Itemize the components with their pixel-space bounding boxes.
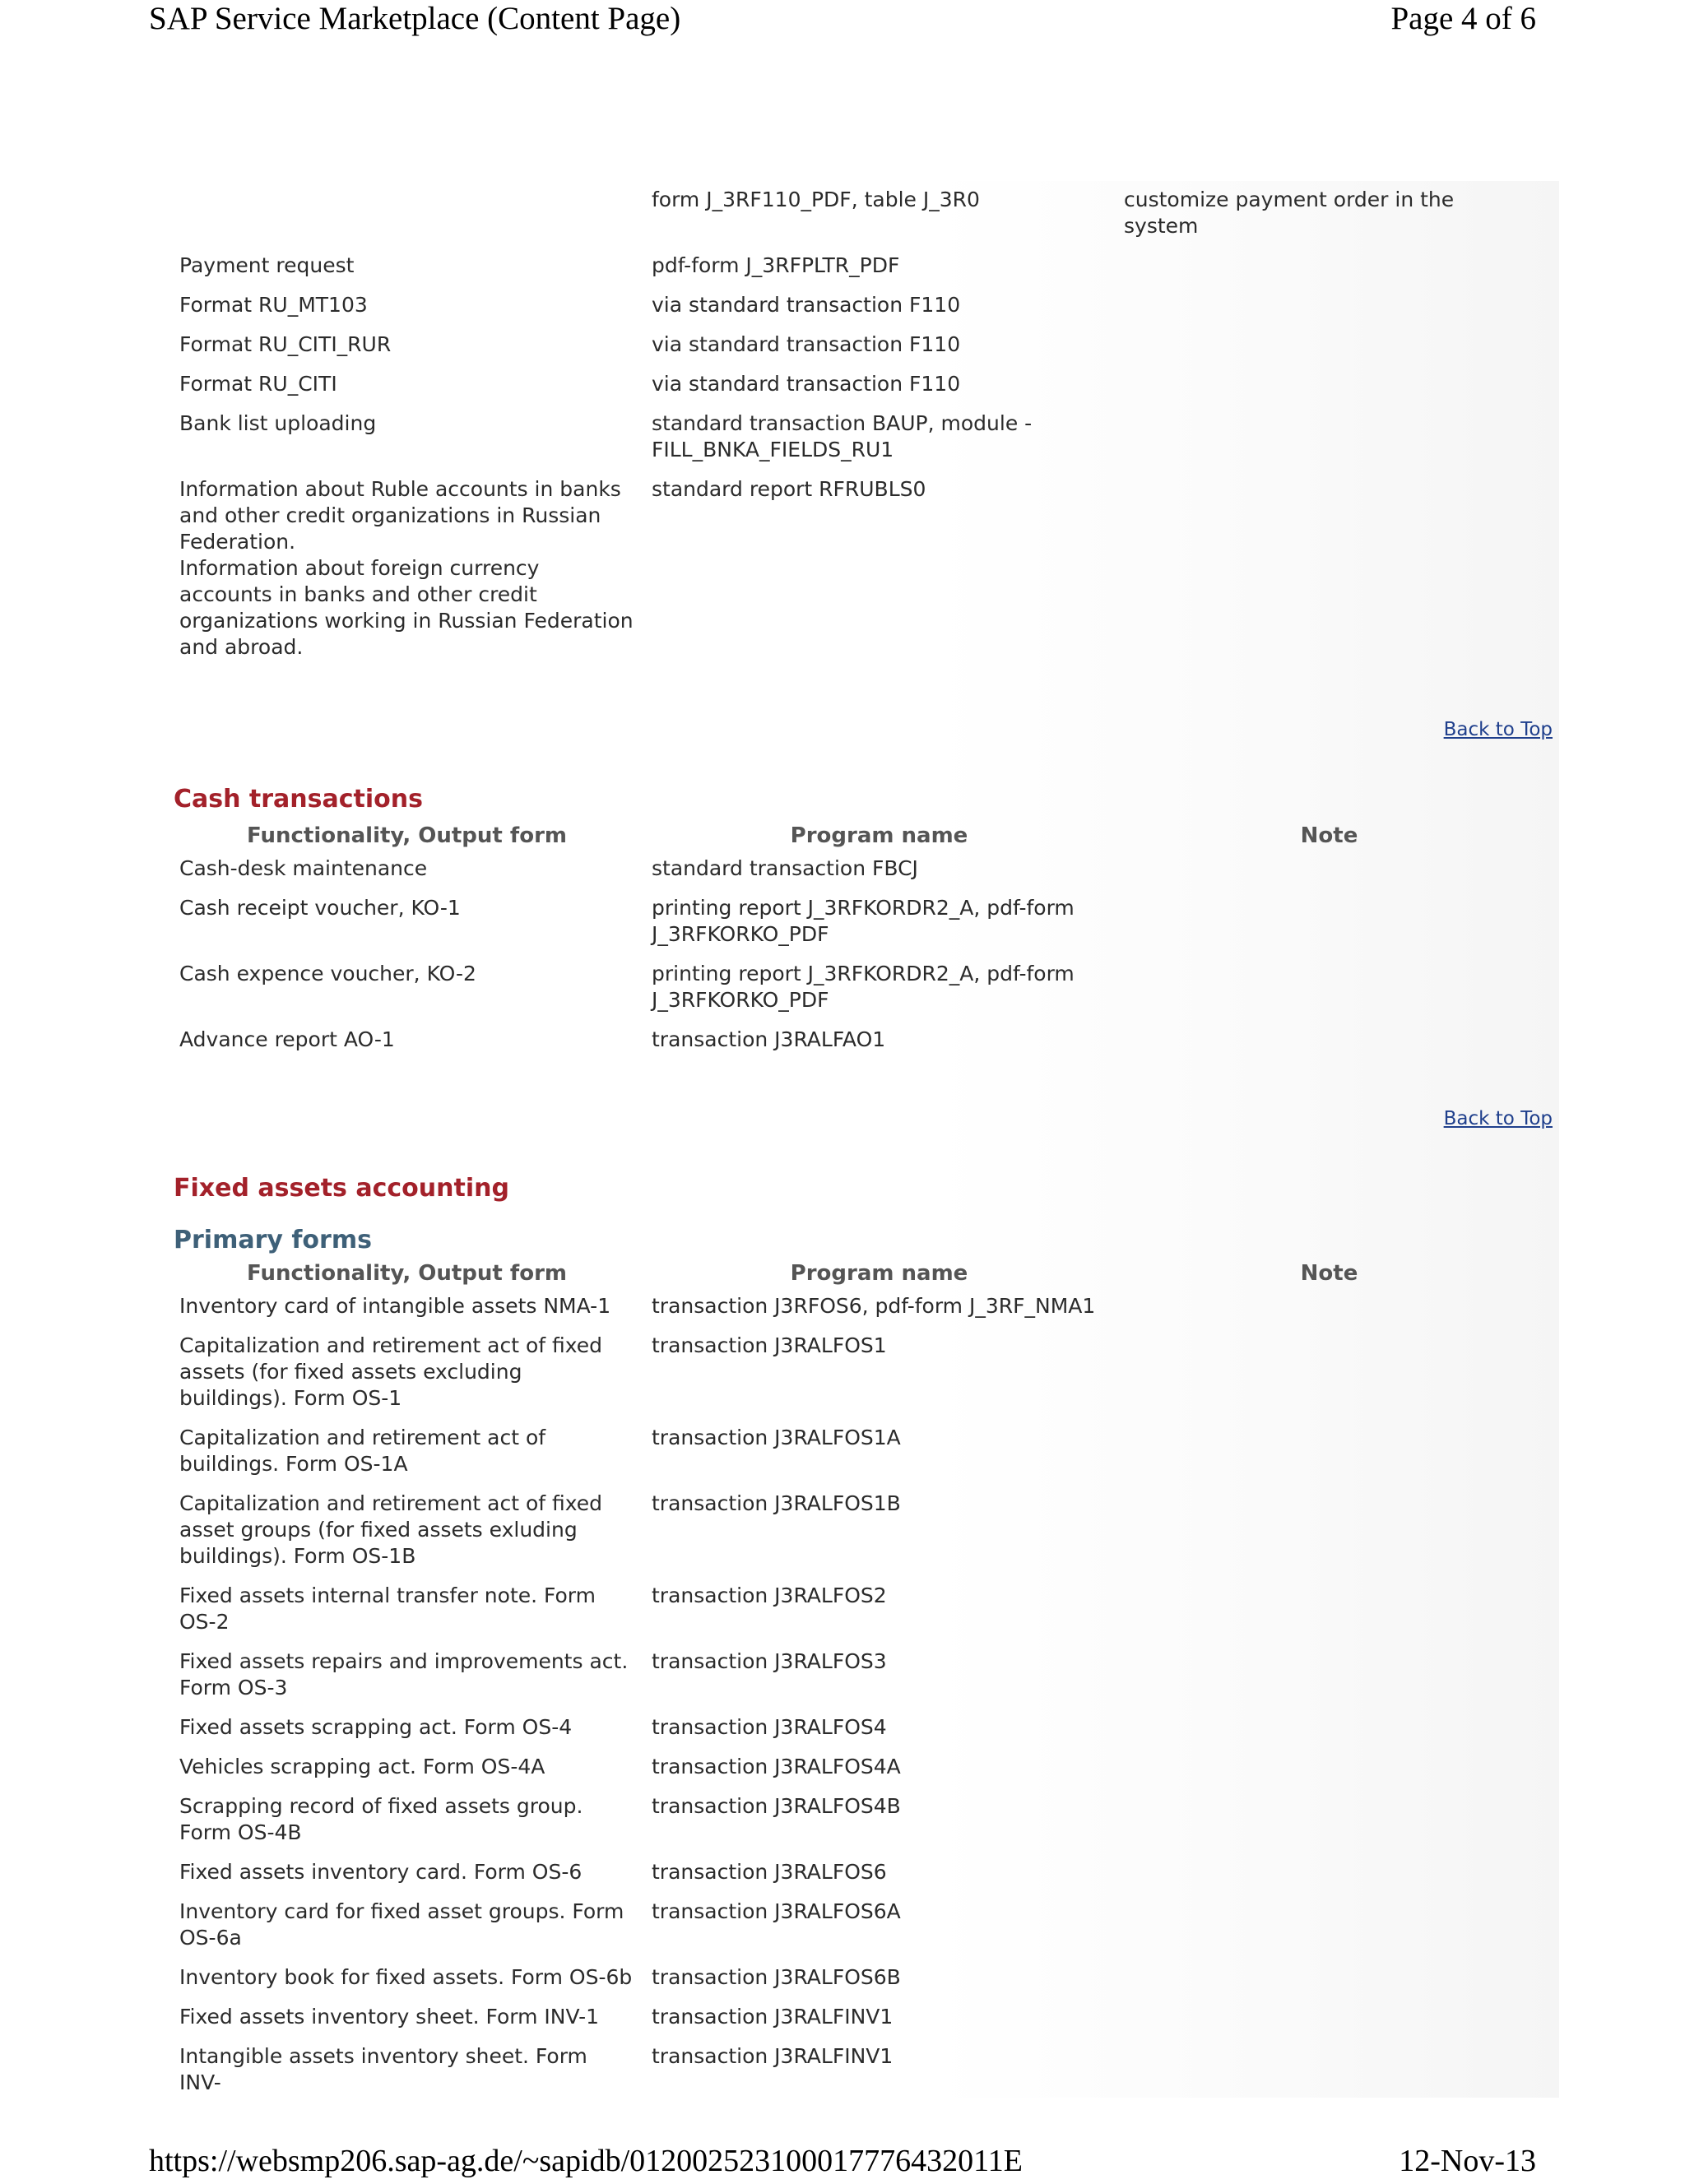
functionality-cell: Format RU_CITI [179, 372, 337, 396]
back-to-top-link[interactable]: Back to Top [1443, 1108, 1553, 1129]
note-cell [1113, 1580, 1541, 1646]
program-name-cell: standard report RFRUBLS0 [652, 477, 926, 501]
column-header-note: Note [1300, 823, 1358, 848]
functionality-cell: Payment request [179, 253, 355, 277]
note-cell [1113, 1791, 1541, 1857]
note-cell [1113, 1488, 1541, 1580]
program-name-cell: transaction J3RALFOS6B [652, 1965, 901, 1989]
program-name-cell: standard transaction FBCJ [652, 856, 918, 880]
functionality-cell: Bank list uploading [179, 411, 377, 435]
note-cell [1113, 1291, 1541, 1330]
back-to-top-link[interactable]: Back to Top [1443, 719, 1553, 740]
program-name-cell: form J_3RF110_PDF, table J_3R0 [652, 188, 980, 211]
note-cell [1113, 369, 1541, 408]
functionality-cell [169, 184, 641, 250]
functionality-cell: Fixed assets repairs and improvements act. Form OS-3 [179, 1649, 629, 1699]
program-name-cell: transaction J3RALFINV1 [652, 2044, 894, 2068]
functionality-cell: Fixed assets inventory sheet. Form INV-1 [179, 2005, 600, 2029]
functionality-cell: Cash-desk maintenance [179, 856, 428, 880]
column-header-functionality: Functionality, Output form [247, 823, 567, 848]
table-row [169, 1291, 1541, 1330]
table-row [169, 2041, 1541, 2107]
print-footer-url: https://websmp206.sap-ag.de/~sapidb/012002523100017776432011E [149, 2144, 1023, 2178]
table-row [169, 1330, 1541, 1422]
program-name-cell: standard transaction BAUP, module - FILL_BNKA_FIELDS_RU1 [652, 411, 1033, 461]
cash-table [169, 820, 1541, 1064]
table-row [169, 1751, 1541, 1791]
table-row [169, 1791, 1541, 1857]
note-cell [1113, 250, 1541, 290]
table-row [169, 958, 1541, 1024]
column-header-functionality: Functionality, Output form [247, 1261, 567, 1286]
table-row [169, 184, 1541, 250]
functionality-cell: Cash expence voucher, KO-2 [179, 962, 476, 985]
table-header-row [169, 820, 1541, 853]
table-row [169, 1024, 1541, 1064]
program-name-cell: transaction J3RALFOS6A [652, 1899, 901, 1923]
table-row [169, 1646, 1541, 1712]
note-cell [1113, 2041, 1541, 2107]
program-name-cell: transaction J3RALFOS1B [652, 1491, 901, 1515]
table-row [169, 474, 1541, 671]
table-row [169, 853, 1541, 893]
program-name-cell: transaction J3RALFOS3 [652, 1649, 887, 1673]
note-cell [1113, 1712, 1541, 1751]
program-name-cell: transaction J3RALFOS2 [652, 1584, 887, 1607]
functionality-cell: Capitalization and retirement act of fixed asset groups (for fixed assets exluding buildings). Form OS-1B [179, 1491, 603, 1568]
print-header-page-number: Page 4 of 6 [1390, 1, 1536, 36]
functionality-cell: Inventory card of intangible assets NMA-1 [179, 1294, 611, 1318]
functionality-cell: Capitalization and retirement act of fixed assets (for fixed assets excluding buildings). Form OS-1 [179, 1333, 603, 1410]
functionality-cell: Fixed assets scrapping act. Form OS-4 [179, 1715, 573, 1739]
note-cell [1113, 474, 1541, 671]
print-footer-date: 12-Nov-13 [1399, 2144, 1536, 2178]
table-row [169, 1962, 1541, 2001]
program-name-cell: via standard transaction F110 [652, 372, 961, 396]
program-name-cell: transaction J3RALFAO1 [652, 1027, 886, 1051]
program-name-cell: transaction J3RALFOS4A [652, 1755, 901, 1778]
program-name-cell: transaction J3RALFOS1A [652, 1426, 901, 1449]
table-row [169, 290, 1541, 329]
functionality-cell: Fixed assets internal transfer note. Form OS-2 [179, 1584, 596, 1634]
note-cell [1113, 853, 1541, 893]
table-row [169, 2001, 1541, 2041]
note-cell [1113, 1646, 1541, 1712]
functionality-cell: Format RU_MT103 [179, 293, 368, 317]
table-row [169, 1857, 1541, 1896]
table-row [169, 369, 1541, 408]
program-name-cell: transaction J3RALFOS4 [652, 1715, 887, 1739]
functionality-cell: Inventory card for fixed asset groups. Form OS-6a [179, 1899, 624, 1950]
program-name-cell: transaction J3RALFINV1 [652, 2005, 894, 2029]
note-cell [1113, 1330, 1541, 1422]
table-row [169, 329, 1541, 369]
print-header [149, 0, 1536, 41]
note-cell [1113, 958, 1541, 1024]
note-cell [1113, 290, 1541, 329]
functionality-cell: Capitalization and retirement act of buildings. Form OS-1A [179, 1426, 546, 1476]
column-header-program: Program name [790, 823, 968, 848]
functionality-cell: Advance report AO-1 [179, 1027, 395, 1051]
column-header-program: Program name [790, 1261, 968, 1286]
section-title-cash: Cash transactions [174, 785, 423, 814]
table-row [169, 1422, 1541, 1488]
note-cell [1113, 329, 1541, 369]
functionality-cell: Fixed assets inventory card. Form OS-6 [179, 1860, 583, 1884]
note-cell [1113, 408, 1541, 474]
subsection-title-primary-forms: Primary forms [174, 1226, 372, 1254]
functionality-cell: Intangible assets inventory sheet. Form INV- [179, 2044, 587, 2094]
table-row [169, 250, 1541, 290]
table-row [169, 1488, 1541, 1580]
table-row [169, 893, 1541, 958]
note-cell [1113, 1962, 1541, 2001]
functionality-cell: Cash receipt voucher, KO-1 [179, 896, 461, 920]
program-name-cell: transaction J3RALFOS1 [652, 1333, 887, 1357]
note-cell [1113, 893, 1541, 958]
program-name-cell: pdf-form J_3RFPLTR_PDF [652, 253, 900, 277]
note-cell [1113, 2001, 1541, 2041]
program-name-cell: transaction J3RFOS6, pdf-form J_3RF_NMA1 [652, 1294, 1096, 1318]
functionality-cell: Format RU_CITI_RUR [179, 332, 392, 356]
print-footer [149, 2143, 1536, 2184]
fixed-assets-table [169, 1258, 1541, 2107]
payment-table [169, 184, 1541, 671]
table-row [169, 1712, 1541, 1751]
note-cell [1113, 1751, 1541, 1791]
program-name-cell: printing report J_3RFKORDR2_A, pdf-form J_3RFKORKO_PDF [652, 896, 1075, 946]
note-cell [1113, 1896, 1541, 1962]
program-name-cell: printing report J_3RFKORDR2_A, pdf-form J_3RFKORKO_PDF [652, 962, 1075, 1012]
program-name-cell: via standard transaction F110 [652, 293, 961, 317]
functionality-cell: Vehicles scrapping act. Form OS-4A [179, 1755, 545, 1778]
note-cell [1113, 1422, 1541, 1488]
functionality-cell: Inventory book for fixed assets. Form OS-6b [179, 1965, 633, 1989]
content-area [169, 181, 1559, 2098]
program-name-cell: transaction J3RALFOS4B [652, 1794, 901, 1818]
table-row [169, 1896, 1541, 1962]
column-header-note: Note [1300, 1261, 1358, 1286]
section-title-fixed-assets: Fixed assets accounting [174, 1174, 509, 1203]
print-header-title: SAP Service Marketplace (Content Page) [149, 1, 681, 36]
table-row [169, 408, 1541, 474]
program-name-cell: transaction J3RALFOS6 [652, 1860, 887, 1884]
functionality-cell: Scrapping record of fixed assets group. Form OS-4B [179, 1794, 583, 1844]
table-row [169, 1580, 1541, 1646]
program-name-cell: via standard transaction F110 [652, 332, 961, 356]
note-cell [1113, 1857, 1541, 1896]
table-header-row [169, 1258, 1541, 1291]
note-cell [1113, 1024, 1541, 1064]
functionality-cell: Information about Ruble accounts in banks and other credit organizations in Russian Federation. Information about foreign currency accounts in banks and other credit organizations working in Russian Federation and abroad. [179, 477, 634, 659]
note-cell: customize payment order in the system [1124, 188, 1455, 238]
